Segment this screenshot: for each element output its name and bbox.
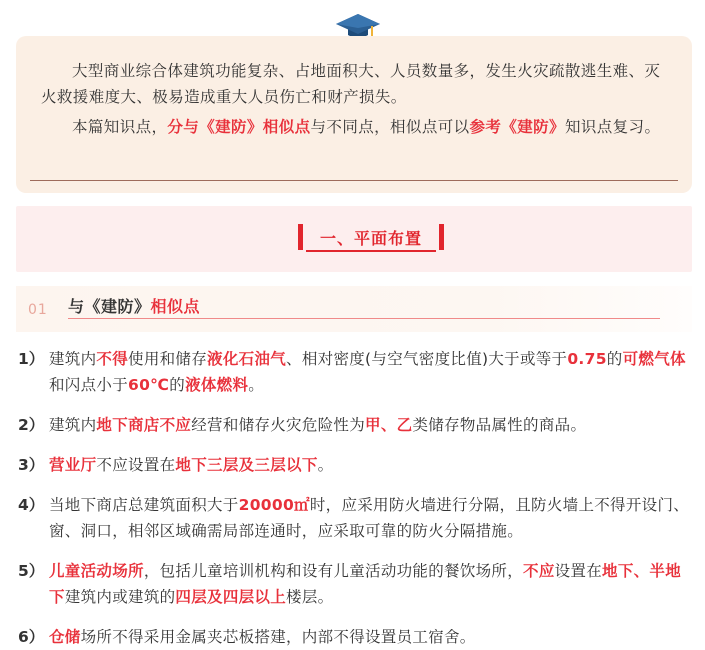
intro-card: [16, 36, 692, 193]
section-header-band: [16, 206, 692, 272]
subsection-header: [16, 286, 692, 332]
subsection-number: 01: [28, 302, 48, 318]
list-item: 1） 建筑内不得使用和储存液化石油气、相对密度(与空气密度比值)大于或等于0.75的可燃气体和闪点小于60℃的液体燃料。: [18, 350, 686, 394]
list-item: 2） 建筑内地下商店不应经营和储存火灾危险性为甲、乙类储存物品属性的商品。: [18, 416, 587, 434]
rule-list: [18, 346, 690, 650]
intro-divider: [30, 180, 678, 181]
subsection-title: 与《建防》相似点: [68, 297, 201, 316]
section-title-text: 一、平面布置: [319, 228, 422, 248]
intro-paragraph-1: 大型商业综合体建筑功能复杂、占地面积大、人员数量多，发生火灾疏散逃生难、灭火救援难度大、极易造成重大人员伤亡和财产损失。: [41, 62, 661, 106]
list-item: 4） 当地下商店总建筑面积大于20000㎡时，应采用防火墙进行分隔，且防火墙上不得开设门、窗、洞口，相邻区域确需局部连通时，应采取可靠的防火分隔措施。: [18, 496, 690, 540]
list-item: 3） 营业厅不应设置在地下三层及三层以下。: [18, 456, 334, 474]
section-title: [298, 224, 444, 250]
list-item: 6） 仓储场所不得采用金属夹芯板搭建，内部不得设置员工宿舍。: [18, 628, 476, 646]
subsection-divider: [68, 318, 660, 319]
list-item: 5） 儿童活动场所，包括儿童培训机构和设有儿童活动功能的餐饮场所，不应设置在地下、半地下建筑内或建筑的四层及四层以上楼层。: [18, 562, 682, 606]
intro-paragraph-2: 本篇知识点，分与《建防》相似点与不同点，相似点可以参考《建防》知识点复习。: [72, 118, 661, 136]
